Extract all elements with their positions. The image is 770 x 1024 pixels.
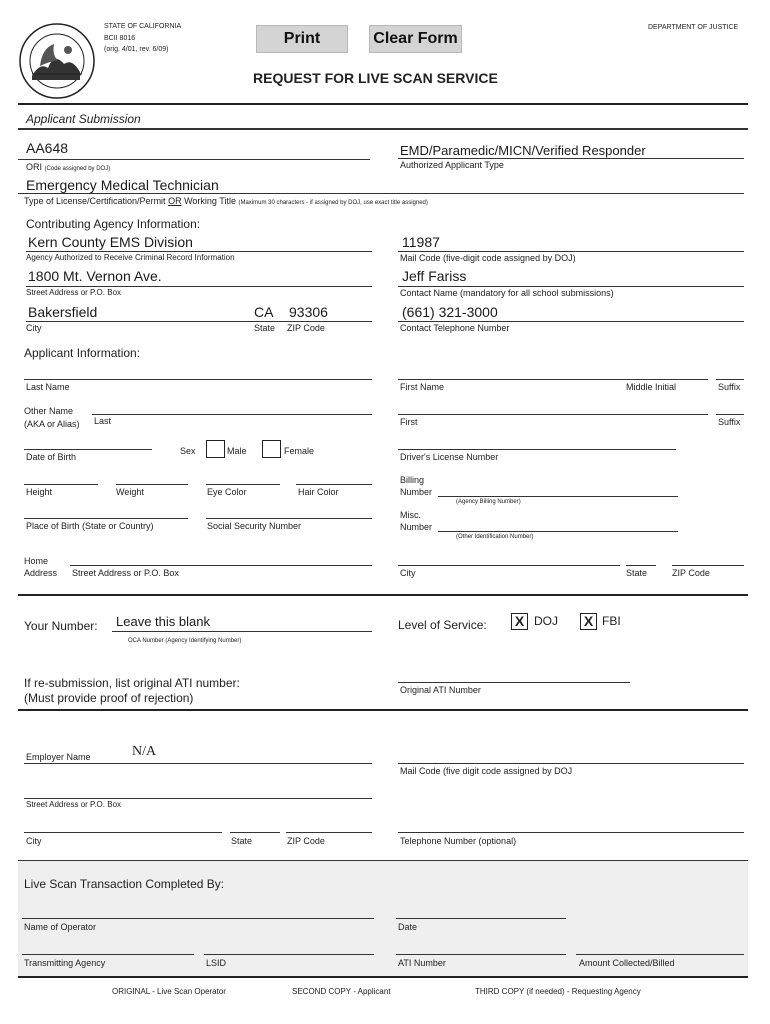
- first-name-label: First Name: [400, 382, 445, 392]
- date-label: Date: [398, 922, 418, 932]
- your-number-label: Your Number:: [24, 619, 98, 633]
- employer-street-label: Street Address or P.O. Box: [26, 800, 122, 809]
- lsid-label: LSID: [206, 958, 227, 968]
- resubmission-line2: (Must provide proof of rejection): [24, 691, 194, 705]
- dob-label: Date of Birth: [26, 452, 77, 462]
- form-revision: (orig. 4/01, rev. 6/09): [104, 46, 169, 53]
- phone-label: Contact Telephone Number: [400, 323, 510, 333]
- fbi-label: FBI: [602, 614, 621, 628]
- other-last-label: Last: [94, 416, 112, 426]
- employer-phone-label: Telephone Number (optional): [400, 836, 517, 846]
- contact-name-label: Contact Name (mandatory for all school submissions): [400, 288, 614, 298]
- form-title: REQUEST FOR LIVE SCAN SERVICE: [253, 70, 498, 86]
- female-label: Female: [284, 446, 315, 456]
- state-seal: [18, 22, 96, 100]
- eye-color-label: Eye Color: [207, 487, 247, 497]
- home-zip-label: ZIP Code: [672, 568, 710, 578]
- footer-original: ORIGINAL - Live Scan Operator: [112, 987, 226, 996]
- license-value[interactable]: Emergency Medical Technician: [26, 177, 219, 193]
- male-label: Male: [227, 446, 247, 456]
- employer-name-value[interactable]: N/A: [132, 744, 157, 759]
- original-ati-label: Original ATI Number: [400, 685, 481, 695]
- applicant-info-heading: Applicant Information:: [24, 346, 141, 360]
- mail-code-value[interactable]: 11987: [402, 234, 440, 250]
- ori-label: ORI (Code assigned by DOJ): [26, 162, 111, 172]
- zip-label: ZIP Code: [287, 323, 325, 333]
- street-label: Street Address or P.O. Box: [26, 288, 122, 297]
- employer-mail-code-label: Mail Code (five digit code assigned by DOJ: [400, 766, 573, 776]
- employer-name-label: Employer Name: [26, 752, 91, 762]
- employer-zip-label: ZIP Code: [287, 836, 325, 846]
- level-of-service-label: Level of Service:: [398, 618, 487, 632]
- footer-third: THIRD COPY (if needed) - Requesting Agency: [475, 987, 641, 996]
- billing-note: (Agency Billing Number): [456, 499, 521, 505]
- phone-value[interactable]: (661) 321-3000: [402, 304, 498, 320]
- live-scan-heading: Live Scan Transaction Completed By:: [24, 877, 225, 891]
- fbi-checkbox[interactable]: X: [580, 613, 597, 630]
- other-suffix-label: Suffix: [718, 417, 741, 427]
- employer-state-label: State: [231, 836, 253, 846]
- state-label: State: [254, 323, 276, 333]
- clear-form-button[interactable]: Clear Form: [369, 25, 462, 53]
- hair-color-label: Hair Color: [298, 487, 339, 497]
- home-city-label: City: [400, 568, 416, 578]
- employer-city-label: City: [26, 836, 42, 846]
- ori-value[interactable]: AA648: [26, 140, 69, 156]
- section-applicant-submission: Applicant Submission: [26, 112, 141, 126]
- ati-number-label: ATI Number: [398, 958, 446, 968]
- street-value[interactable]: 1800 Mt. Vernon Ave.: [28, 268, 162, 284]
- last-name-label: Last Name: [26, 382, 70, 392]
- height-label: Height: [26, 487, 53, 497]
- misc-number-label: Number: [400, 522, 433, 532]
- applicant-type-label: Authorized Applicant Type: [400, 160, 504, 170]
- home-street-label: Street Address or P.O. Box: [72, 568, 179, 578]
- mail-code-label: Mail Code (five-digit code assigned by DOJ): [400, 253, 576, 263]
- ssn-label: Social Security Number: [207, 521, 302, 531]
- weight-label: Weight: [116, 487, 144, 497]
- resubmission-line1: If re-submission, list original ATI number:: [24, 676, 240, 690]
- home-state-label: State: [626, 568, 648, 578]
- amount-label: Amount Collected/Billed: [579, 958, 675, 968]
- city-label: City: [26, 323, 42, 333]
- home-label: Home: [24, 556, 49, 566]
- state-name: STATE OF CALIFORNIA: [104, 23, 182, 30]
- agency-value[interactable]: Kern County EMS Division: [28, 234, 193, 250]
- suffix-label: Suffix: [718, 382, 741, 392]
- contact-name-value[interactable]: Jeff Fariss: [402, 268, 467, 284]
- home-address-label: Address: [24, 568, 58, 578]
- footer-second: SECOND COPY - Applicant: [292, 987, 391, 996]
- doj-label: DOJ: [534, 614, 558, 628]
- drivers-license-label: Driver's License Number: [400, 452, 499, 462]
- print-button[interactable]: Print: [256, 25, 348, 53]
- billing-number-label: Number: [400, 487, 433, 497]
- female-checkbox[interactable]: [262, 440, 281, 458]
- zip-value[interactable]: 93306: [289, 304, 328, 320]
- misc-note: (Other Identification Number): [456, 534, 534, 540]
- contributing-agency-heading: Contributing Agency Information:: [26, 217, 201, 231]
- billing-label: Billing: [400, 475, 425, 485]
- middle-initial-label: Middle Initial: [626, 382, 677, 392]
- pob-label: Place of Birth (State or Country): [26, 521, 154, 531]
- male-checkbox[interactable]: [206, 440, 225, 458]
- doj-checkbox[interactable]: X: [511, 613, 528, 630]
- other-first-label: First: [400, 417, 418, 427]
- sex-label: Sex: [180, 446, 196, 456]
- city-value[interactable]: Bakersfield: [28, 304, 98, 320]
- misc-label: Misc.: [400, 510, 421, 520]
- form-number: BCII 8016: [104, 35, 136, 42]
- other-name-label: Other Name: [24, 406, 74, 416]
- state-value[interactable]: CA: [254, 304, 274, 320]
- your-number-value[interactable]: Leave this blank: [116, 614, 210, 629]
- license-label: Type of License/Certification/Permit OR Working Title (Maximum 30 characters - if assigned by DOJ, use exact title assigned): [24, 196, 428, 206]
- oca-note: OCA Number (Agency Identifying Number): [128, 638, 242, 644]
- applicant-type-value[interactable]: EMD/Paramedic/MICN/Verified Responder: [400, 143, 646, 158]
- transmitting-agency-label: Transmitting Agency: [24, 958, 106, 968]
- aka-label: (AKA or Alias): [24, 419, 80, 429]
- agency-label: Agency Authorized to Receive Criminal Record Information: [26, 253, 235, 262]
- department-name: DEPARTMENT OF JUSTICE: [648, 24, 739, 31]
- operator-label: Name of Operator: [24, 922, 97, 932]
